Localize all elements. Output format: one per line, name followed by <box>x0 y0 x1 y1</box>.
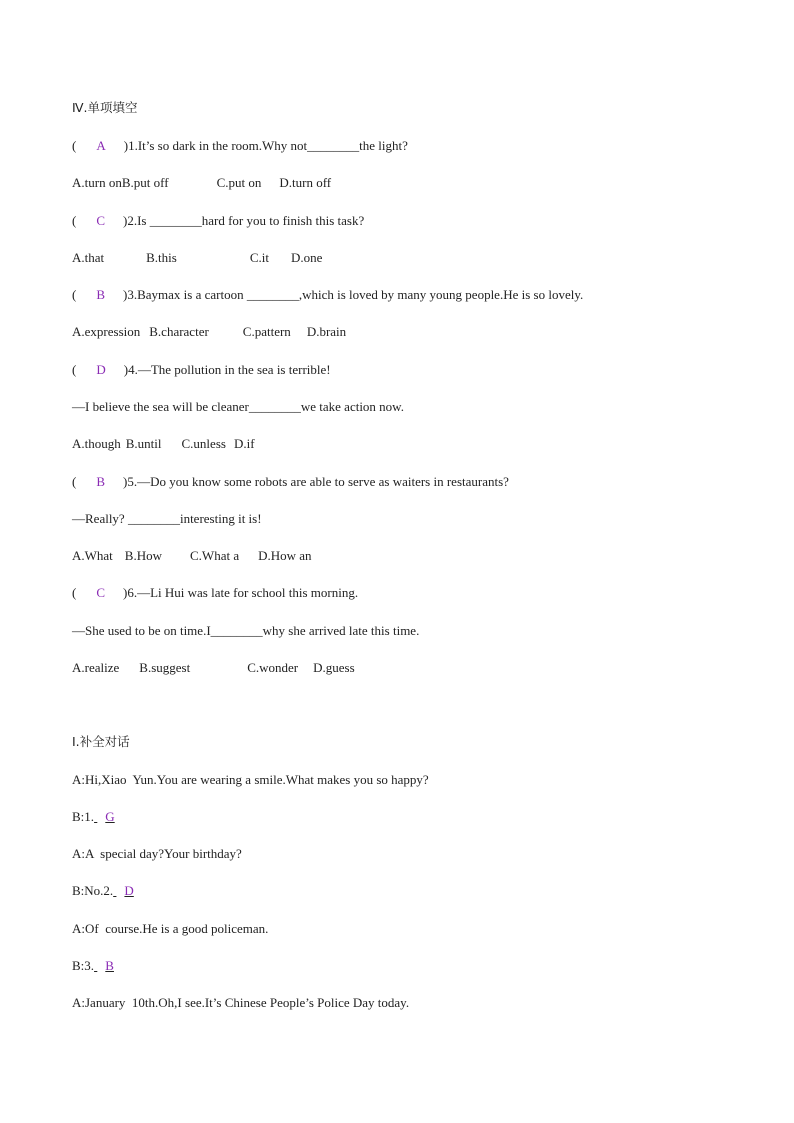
option: B.put off <box>121 175 169 190</box>
option: B.character <box>149 324 209 339</box>
option: A.expression <box>72 324 141 339</box>
option: D.one <box>291 250 323 265</box>
dialogue-line-a4: A:January 10th.Oh,I see.It’s Chinese People’s Police Day today. <box>72 995 410 1010</box>
question-2-stem: )2.Is ________hard for you to finish this task? <box>123 213 365 228</box>
dialogue-line-b3 <box>72 958 140 974</box>
dialogue-line-a2: A:A special day?Your birthday? <box>72 846 242 861</box>
question-5-reply: —Really? ________interesting it is! <box>72 511 262 526</box>
line-prefix: B:1. <box>72 809 95 824</box>
options-5 <box>72 548 312 564</box>
dialogue-line-b1 <box>72 809 141 825</box>
option: B.this <box>146 250 177 265</box>
options-6 <box>72 660 355 676</box>
option: D.brain <box>306 324 347 339</box>
question-6-reply: —She used to be on time.I________why she arrived late this time. <box>72 623 420 638</box>
question-4: ( D )4.—The pollution in the sea is terrible! <box>72 362 331 377</box>
option: C.wonder <box>247 660 299 675</box>
option: D.guess <box>313 660 355 675</box>
section-heading-single-choice: Ⅳ.单项填空 <box>72 100 138 115</box>
option: A.realize <box>72 660 120 675</box>
question-3-stem: )3.Baymax is a cartoon ________,which is loved by many young people.He is so lovely. <box>123 287 584 302</box>
option: D.How an <box>258 548 312 563</box>
answer-blank-2: D <box>124 883 134 898</box>
answer-4: D <box>96 362 106 377</box>
options-1 <box>72 175 331 191</box>
question-2: ( C )2.Is ________hard for you to finish this task? <box>72 213 365 228</box>
line-prefix: B:No.2. <box>72 883 114 898</box>
answer-blank-1: G <box>105 809 115 824</box>
answer-3: B <box>96 287 106 302</box>
question-1: ( A )1.It’s so dark in the room.Why not________the light? <box>72 138 408 153</box>
option: C.What a <box>190 548 240 563</box>
options-3 <box>72 324 346 340</box>
option: B.suggest <box>139 660 191 675</box>
option: C.put on <box>216 175 262 190</box>
answer-6: C <box>96 585 106 600</box>
option: A.turn on <box>72 175 122 190</box>
dialogue-line-a3: A:Of course.He is a good policeman. <box>72 921 269 936</box>
answer-5: B <box>96 474 106 489</box>
option: B.How <box>124 548 162 563</box>
dialogue-line-a1: A:Hi,Xiao Yun.You are wearing a smile.What makes you so happy? <box>72 772 429 787</box>
option: C.unless <box>181 436 226 451</box>
option: A.though <box>72 436 121 451</box>
question-5: ( B )5.—Do you know some robots are able to serve as waiters in restaurants? <box>72 474 509 489</box>
question-6: ( C )6.—Li Hui was late for school this morning. <box>72 585 359 600</box>
answer-2: C <box>96 213 106 228</box>
option: D.if <box>233 436 255 451</box>
options-2 <box>72 250 322 266</box>
option: A.that <box>72 250 105 265</box>
section-heading-dialogue: Ⅰ.补全对话 <box>72 734 130 749</box>
answer-blank-3: B <box>105 958 114 973</box>
option: D.turn off <box>279 175 332 190</box>
option: B.until <box>125 436 162 451</box>
question-4-reply: —I believe the sea will be cleaner________we take action now. <box>72 399 404 414</box>
options-4 <box>72 436 255 452</box>
question-4-stem: )4.—The pollution in the sea is terrible! <box>123 362 331 377</box>
line-prefix: B:3. <box>72 958 95 973</box>
question-6-stem: )6.—Li Hui was late for school this morning. <box>123 585 359 600</box>
dialogue-line-b2 <box>72 883 160 899</box>
option: C.pattern <box>242 324 291 339</box>
answer-1: A <box>96 138 106 153</box>
option: A.What <box>72 548 113 563</box>
option: C.it <box>249 250 270 265</box>
question-5-stem: )5.—Do you know some robots are able to serve as waiters in restaurants? <box>123 474 509 489</box>
question-3: ( B )3.Baymax is a cartoon ________,which is loved by many young people.He is so lovely. <box>72 287 584 302</box>
question-1-stem: )1.It’s so dark in the room.Why not________the light? <box>123 138 408 153</box>
